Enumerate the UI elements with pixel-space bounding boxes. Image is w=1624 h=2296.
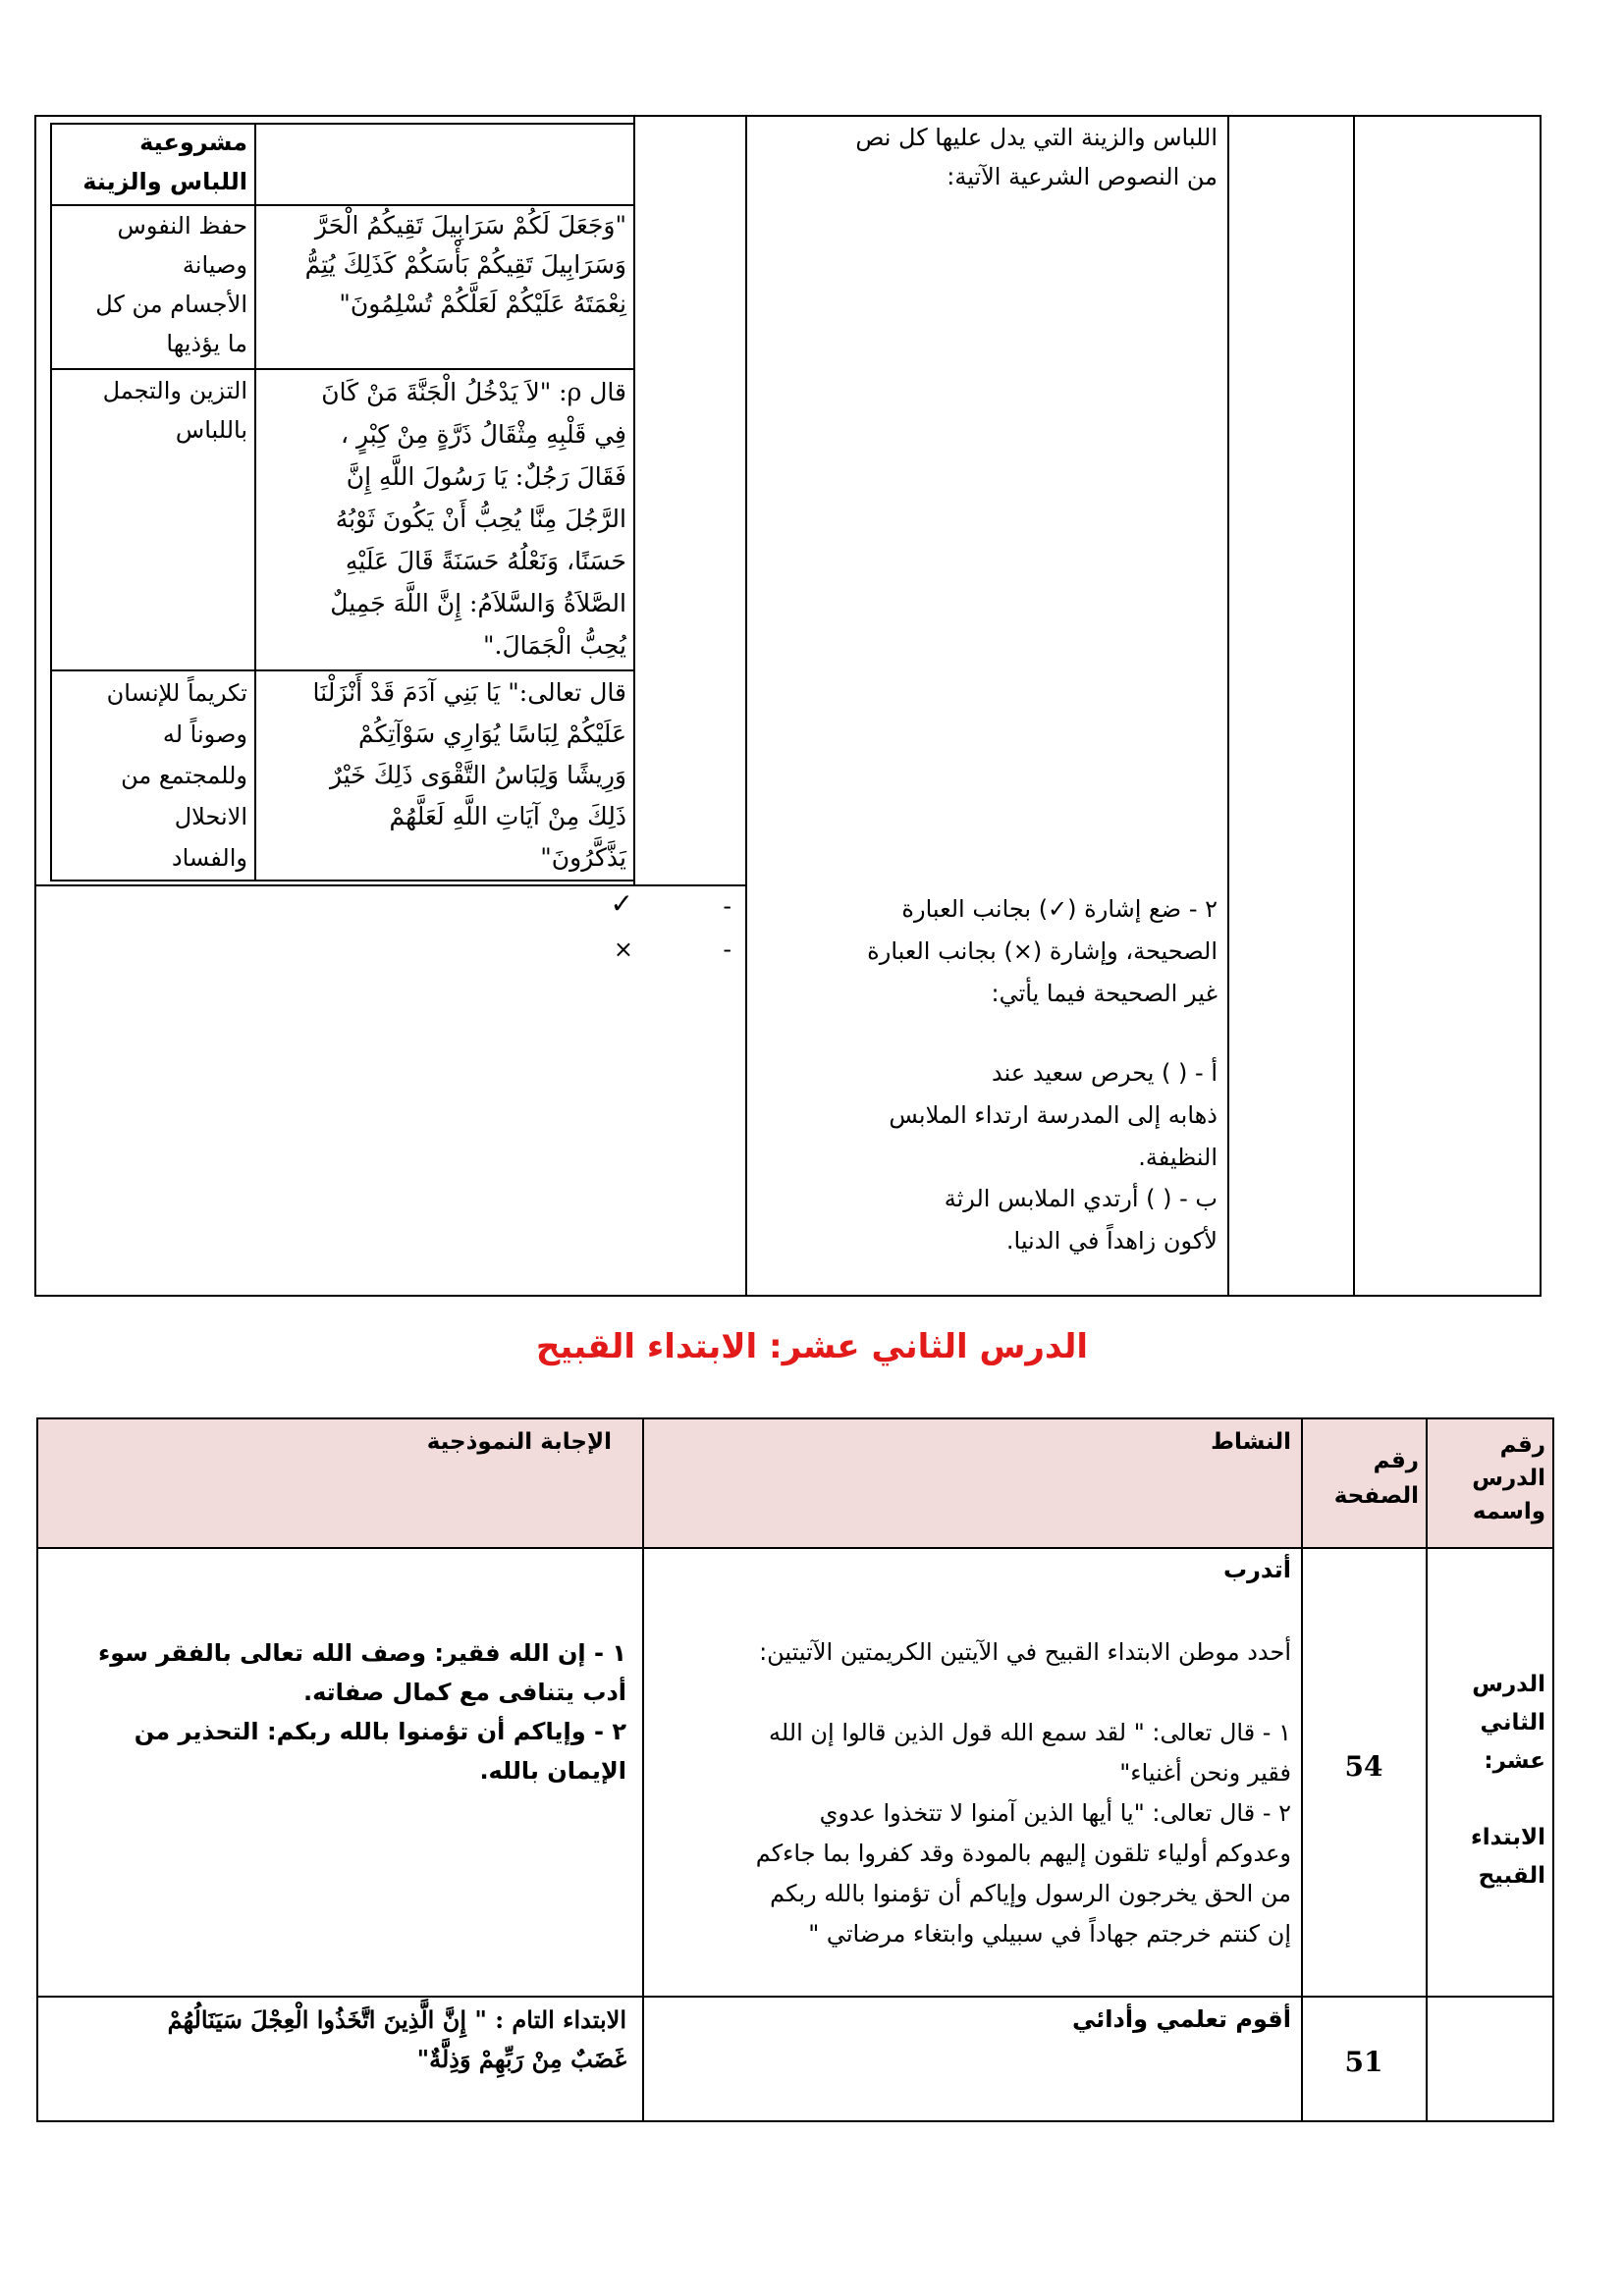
lesson-line: الثاني — [1480, 1710, 1545, 1735]
page-number: 51 — [1344, 2046, 1383, 2078]
meaning-line: التزين والتجمل — [102, 377, 247, 404]
activity-body — [653, 1713, 1291, 1954]
legitimacy-heading: مشروعية اللباس والزينة — [82, 129, 247, 195]
meaning-line: الانحلال — [174, 803, 247, 830]
lesson-line: الابتداء — [1471, 1825, 1545, 1850]
meaning-cell-2 — [61, 371, 247, 450]
lesson-line: الدرس — [1472, 1672, 1545, 1697]
lesson-line: القبيح — [1478, 1863, 1545, 1889]
meaning-line: وللمجتمع من — [121, 762, 247, 789]
text-line: وَرِيشًا وَلِبَاسُ التَّقْوَى ذَلِكَ خَيْرٌ — [329, 761, 626, 789]
header-line: رقم — [1373, 1448, 1419, 1473]
text-line: حَسَنًا، وَنَعْلُهُ حَسَنَةً قَالَ عَلَيْهِ — [345, 547, 626, 575]
text-line: وَسَرَابِيلَ تَقِيكُمْ بَأْسَكُمْ كَذَلِكَ يُتِمُّ — [304, 250, 626, 279]
text-line: عَلَيْكُمْ لِبَاسًا يُوَارِي سَوْآتِكُمْ — [357, 720, 626, 748]
activity-2-text — [756, 888, 1218, 1015]
answer-dash: - — [723, 935, 731, 963]
meaning-line: حفظ النفوس — [117, 212, 247, 240]
cross-mark: × — [613, 935, 633, 963]
header-line: الصفحة — [1333, 1483, 1419, 1509]
model-answer — [47, 1633, 626, 1790]
text-line: نِعْمَتَهُ عَلَيْكُمْ لَعَلَّكُمْ تُسْلِمُونَ" — [339, 290, 626, 318]
activity-line: ٢ - ضع إشارة (✓) بجانب العبارة — [901, 895, 1218, 923]
lesson-name — [1434, 1666, 1545, 1896]
header-page — [1309, 1443, 1419, 1514]
text-line: قال ρ: "لاَ يَدْخُلُ الْجَنَّةَ مَنْ كَانَ — [321, 378, 626, 406]
answer-line: الابتداء التام : " إِنَّ الَّذِينَ اتَّخَذُوا الْعِجْلَ سَيَنَالُهُمْ — [167, 2005, 626, 2034]
header-line: الدرس — [1472, 1466, 1545, 1491]
header-lesson — [1434, 1428, 1545, 1528]
activity-line: من الحق يخرجون الرسول وإياكم أن تؤمنوا بالله ربكم — [770, 1880, 1291, 1907]
meaning-line: تكريماً للإنسان — [106, 679, 247, 707]
activity-line: ١ - قال تعالى: " لقد سمع الله قول الذين قالوا إن الله — [768, 1719, 1291, 1746]
activity-line: الصحيحة، وإشارة (×) بجانب العبارة — [867, 937, 1218, 965]
answer-line: ١ - إن الله فقير: وصف الله تعالى بالفقر سوء — [97, 1639, 626, 1667]
answer-line: غَضَبٌ مِنْ رَبِّهِمْ وَذِلَّةٌ" — [416, 2045, 626, 2073]
activity-line: ٢ - قال تعالى: "يا أيها الذين آمنوا لا تتخذوا عدوي — [819, 1799, 1291, 1827]
text-line: ذَلِكَ مِنْ آيَاتِ اللَّهِ لَعَلَّهُمْ — [389, 802, 626, 830]
lesson-title: الدرس الثاني عشر: الابتداء القبيح — [535, 1327, 1089, 1366]
answer-line: الإيمان بالله. — [479, 1757, 626, 1785]
header-activity: النشاط — [1211, 1429, 1291, 1455]
activity-line: إن كنتم خرجتم جهاداً في سبيلي وابتغاء مرضاتي " — [808, 1920, 1291, 1948]
lesson-line: عشر: — [1484, 1748, 1545, 1774]
meaning-cell-3 — [61, 672, 247, 879]
activity-line: فقير ونحن أغنياء" — [1119, 1759, 1291, 1787]
activity-intro: أحدد موطن الابتداء القبيح في الآيتين الكريمتين الآتيتين: — [759, 1638, 1291, 1666]
activity-line: غير الصحيحة فيما يأتي: — [991, 980, 1218, 1007]
text-line: الرَّجُلَ مِنَّا يُحِبُّ أَنْ يَكُونَ ثَوْبُهُ — [335, 505, 626, 533]
activity-heading: أقوم تعلمي وأدائي — [1072, 2005, 1291, 2033]
activity-line: من النصوص الشرعية الآتية: — [947, 163, 1218, 190]
model-answer — [47, 2001, 626, 2079]
activity-line: أ - ( ) يحرص سعيد عند — [992, 1059, 1218, 1087]
activity-line: ب - ( ) أرتدي الملابس الرثة — [944, 1185, 1218, 1212]
activity-line: لأكون زاهداً في الدنيا. — [1005, 1227, 1218, 1255]
activity-heading: أتدرب — [1222, 1556, 1291, 1583]
answer-line: أدب يتنافى مع كمال صفاته. — [303, 1679, 626, 1706]
text-cell-3 — [261, 672, 626, 879]
text-line: يُحِبُّ الْجَمَالَ." — [483, 631, 626, 660]
activity-line: وعدوكم أولياء تلقون إليهم بالمودة وقد كفروا بما جاءكم — [755, 1840, 1291, 1867]
text-line: يَذَّكَّرُونَ" — [540, 843, 626, 872]
meaning-cell-1 — [61, 206, 247, 363]
answer-dash: - — [723, 892, 731, 920]
text-line: قال تعالى:" يَا بَنِي آدَمَ قَدْ أَنْزَلْنَا — [312, 678, 626, 707]
activity-line: النظيفة. — [1138, 1144, 1218, 1171]
check-mark: ✓ — [610, 887, 633, 920]
meaning-line: الأجسام من كل — [95, 291, 247, 318]
header-answer: الإجابة النموذجية — [426, 1429, 612, 1455]
meaning-line: باللباس — [175, 416, 247, 444]
header-line: واسمه — [1472, 1499, 1545, 1524]
activity-2-item-b — [756, 1178, 1218, 1262]
meaning-line: وصيانة — [182, 251, 247, 279]
text-line: الصَّلاَةُ وَالسَّلاَمُ: إِنَّ اللَّهَ جَمِيلٌ — [330, 589, 626, 617]
meaning-line: والفساد — [171, 844, 247, 872]
activity-line: ذهابه إلى المدرسة ارتداء الملابس — [889, 1101, 1218, 1129]
page-number: 54 — [1344, 1750, 1383, 1783]
meaning-line: وصوناً له — [162, 721, 247, 748]
activity-line: اللباس والزينة التي يدل عليها كل نص — [855, 124, 1218, 151]
text-line: "وَجَعَلَ لَكُمْ سَرَابِيلَ تَقِيكُمُ الْحَرَّ — [314, 211, 626, 240]
header-line: رقم — [1499, 1432, 1545, 1458]
lesson-line — [1434, 1781, 1545, 1819]
text-line: فَقَالَ رَجُلٌ: يَا رَسُولَ اللَّهِ إِنَّ — [346, 462, 626, 491]
activity-1-text — [756, 118, 1218, 196]
text-cell-1 — [261, 206, 626, 324]
activity-2-item-a — [756, 1052, 1218, 1179]
meaning-line: ما يؤذيها — [166, 330, 247, 357]
text-line: فِي قَلْبِهِ مِثْقَالُ ذَرَّةٍ مِنْ كِبْرٍ ، — [340, 420, 626, 449]
text-cell-2 — [261, 371, 626, 667]
answer-line: ٢ - وإياكم أن تؤمنوا بالله ربكم: التحذير من — [134, 1718, 626, 1745]
